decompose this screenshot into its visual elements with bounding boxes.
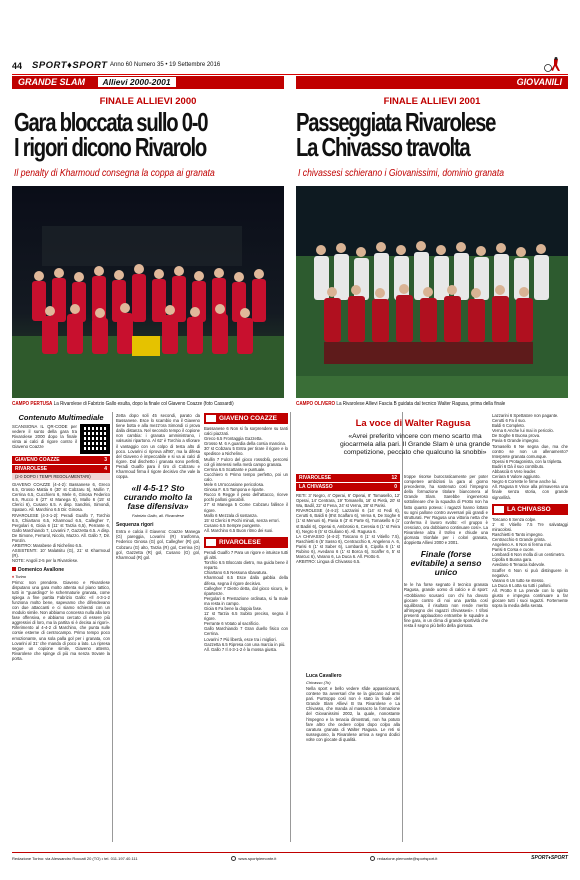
- right-body-cont2: te le ha forse segnato il tecnico granata Ragusa, grande uomo di calcio e di sport: «Dobbiamo scusarci con chi ha dovuto giocare contro di noi una partita così squilibrata, il risultato non rende merito all'impegno dei ragazzi chivassesi». I tifosi presenti applaudono entrambe le squadre a fine gara, in un clima di grande sportività che resta il segno più bello della giornata.: [404, 582, 488, 629]
- left-info-column: [12, 413, 110, 848]
- author-name: Domenico Avallone: [18, 566, 65, 573]
- team-photo-right: [296, 186, 568, 398]
- right-subhead: I chivassesi schierano i Giovanissimi, dominio granata: [298, 168, 505, 179]
- caption-tag-right: CAMPO OLIVERO: [296, 401, 336, 407]
- article-place: [12, 574, 110, 579]
- column-rule: [402, 412, 403, 842]
- website-text: www.sportpiemonte.it: [238, 856, 277, 861]
- ratings-text-a: Bassanese 6 Non si fa sorprendere su tanti calci piazzati. Greco 6.5 Frontaggia Gazzetta. Grosso M. 6 A guardia della corsia mancina. 30' st Cobzaru 5 Entra per tirare il rigore e lo spedisce a Nichelino. Mullin 7 Fulcro del gioco rossoblù, percorsi col gli interessi nella metà campo granata. Cerrina 6.5 Scattante e puntuale. Cucchiero 6 Primo tempo perfetto, poi un calo. Mele 6 Un'occasione pericolosa. Ginosa F. 6.5 Tampona e riparte. Rucco 6 Regge il peso dell'attacco, riceve pochi palloni giocabili. 27' st Manega 5 Come Cobzaru fallisce il rigore. Mallo 6 Mezzala di sostanza. 15' st Clerici 6 Pochi minuti, senza errori. Cusano 6.5 Sempre pungente. All. Marchino 6.5 Buon ritmo dei suoi.: [204, 426, 288, 533]
- right-author: Luca Cavallero: [306, 673, 342, 679]
- team-celebration-image: [12, 186, 284, 398]
- right-tabellino: RETI: 3' Negro, 4' Operai, 6' Operai, 8' Tomasello, 12' Operai, 14' Centrara, 19' Tomasello, 16' st Pietà, 20' st Wa, Badil, 22' st Fena, 24' st Verna, 28' st Parisi. RIVAROLESE (4-4-2): Lazzarini 6 (14' st Fedi 6), Cerutti 6, Baldi 6 (8'st Scalfaro 6), Verna 6, De Soghe 6 (1' st Menuni 6), Pavia 6 (3' st Parte 6), Tomasello 6 (1' st Badiri 6), Operai 6, Ambrosio 6, Ceresia 6 (1' st Feira 6), Negro 6 (5' st Giuliano 6). All. Ragusa 6. LA CHIVASSO (4-4-2): Toscano 6 (1' st Vitiello 7.5), Raschietti 6 (5' Sasso 6), Centracchio 6, Angeleno A. 6, Parisi 6 (1' st Saber 6), Lombardi 6, Cipolla 6 (1' st Rubino 6), Avedano 6 (1' st Borca 6), Scaffer 6, 5' st Marcuc 6), Varano 6, La Duca 6. All. Protto 6. ARBITRO: Lingua di Chivasso 6.5.: [296, 493, 400, 565]
- ratings-text-b: Peradi Gualfo 7 Para un rigore e intuisce tutti gli altri. Torchio 6.5 Bloccato dietro, ma guida bene il reparto. Chiartano 6.5 Nessuna sbavatura. Kharmoud 6.5 Esce dalla gabbia della difesa, segna il rigore decisivo. Callegher 7 Dietro detta, dal gioco sicuro, le ripartenze. Pergolari 6 Prestazione ordinata, si fa male ma resta in campo. Gioia 6 Fa bene la doppia fase. 11' st Tarzia 6.5 Subito preciso, segna il rigore. Perrante 6 Votato al sacrificio. Gallo Marchiando 7 Gran duello fisico con Cerrina. Lovarini 7 Più libertà, esce tra i migliori. Gazzetta 6.5 Ripresa con una marcia in più. All. Gallo 7 Il 4-3-1-2 è la mossa giusta.: [204, 549, 288, 652]
- right-ratings-column: [492, 413, 568, 848]
- article-body: Primo: non prendete. Giaveno e Rivarolese disputano una gara molto attenta sul piano tattico, tutti in "guardingo" le schermaturie granata, come spiega a fine partita Fabrizio Gallo: «Il 4-3-1-2 funziona molto bene, sapevamo che difendevano con due attaccanti e ci siamo schierati con un modulo simile. Non abbiamo concesso nulla alla loro fase offensiva, e abbiamo cercato di essere più aggressivi di loro, ma la partita si è decisa ai rigori». Riferimento al 4-4-2 di Marchino, che punta sulle corsie esterne di centrocampo. Primo tempo poco emozionante, una sola palla gol per i granata, con Lovarini al 31' che manda di poco a lato. La ripresa segue un copione simile, Giaveno attento, Rivarolese che spinge di più ma senza trovare la porta.: [12, 579, 110, 661]
- score-team-right-b: LA CHIVASSO: [299, 484, 333, 490]
- score-row-right-b: [296, 483, 400, 491]
- right-kicker: FINALE ALLIEVI 2001: [383, 96, 481, 107]
- left-headline-line1: Gara bloccata sullo 0-0: [14, 107, 208, 137]
- multimedia-box-text: SCANSIONA IL QR-CODE per vedere il sunto della gara tra Rivarolese 2000 dopo la finale vinta ai calci di rigore contro il Giaveno Coazze: [12, 424, 77, 450]
- right-pull-quote: Finale (forse evitabile) a senso unico: [410, 549, 482, 578]
- score-value-b: 4: [104, 466, 107, 472]
- right-byline-column: [306, 670, 400, 848]
- issue-info: Anno 60 Numero 35 • 19 Settembre 2016: [110, 62, 221, 68]
- section-bar-left: [12, 76, 284, 89]
- logo-square-icon: [206, 415, 216, 422]
- page-header: [12, 60, 568, 75]
- multimedia-box-title: Contenuto Multimediale: [18, 413, 104, 422]
- email-text: redazione.piemonte@sportsport.it: [377, 856, 438, 861]
- footer-website[interactable]: [231, 853, 276, 864]
- author-bullet-icon: [12, 567, 16, 571]
- footer-address: Redazione Torino: via Alessandro Roccati 20 (TO) • tel. 011.197.40.111: [12, 856, 138, 861]
- ratings-team-b: RIVAROLESE: [219, 538, 261, 546]
- column-rule: [290, 412, 291, 842]
- left-body-column: [116, 413, 200, 848]
- player-kick-icon: [542, 57, 564, 73]
- right-ratings-team-b: LA CHIVASSO: [507, 505, 551, 513]
- score-team-a: GIAVENO COAZZE: [15, 457, 60, 463]
- voice-box-title: La voce di Walter Ragusa: [355, 418, 471, 429]
- section-label: GRANDE SLAM: [18, 77, 85, 87]
- score-note: (2-0 DOPO I TEMPI REGOLAMENTARI): [12, 473, 110, 480]
- left-headline: [14, 107, 208, 162]
- globe-icon: [231, 856, 236, 861]
- right-place: Chivasso (To): [306, 680, 331, 685]
- score-row-b: [12, 465, 110, 473]
- section-label-right: GIOVANILI: [516, 77, 562, 87]
- right-article-body: Nella sport e bello vedere sfide appassionanti, contese tra avversari che se la giocano ad armi pari. Purtroppo così non è stato la finale del Grande Slam Allievi B tra Rivarolese e La Chivasso, che manda al massacro la formazione del Giovanissimi 2002, la quale, nonostante l'impegno e la tenacia dimostrati, non ha potuto fare altro che cedere colpo dopo colpo alla caratura granata di Walter Ragusa. Le reti si susseguono, la Rivarolese arriva a segno dodici volte con giocate di qualità.: [306, 686, 400, 742]
- team-photo-left: [12, 186, 284, 398]
- score-row-right-a: [296, 474, 400, 482]
- left-subhead: Il penalty di Kharmoud consegna la coppa ai granata: [14, 168, 215, 179]
- ratings-header-b: [204, 537, 288, 548]
- left-ratings-column: [204, 413, 288, 848]
- right-body-column: [404, 474, 488, 848]
- caption-text-right: La Rivarolese Allievi Fascia B guidata dal tecnico Walter Ragusa, prima della finale: [336, 401, 506, 407]
- right-photo-caption: [296, 401, 505, 407]
- article-body-cont: Zetta dopo soli 45 secondi, parato da Bassanese. Esce lo scambio ma il Giaveno tiene botta e alla mezz'ora Simondi ci prova dalla distanza. Nel secondo tempo il copione non cambia: i granata amministrano, i valsusini ripartono. Al 62' è Torchio a sfiorare il vantaggio con un colpo di testa alto di poco. Lovarini ci riprova all'80', ma la difesa del Giaveno è impeccabile e si va ai calci di rigore. Dal dischetto i granata sono perfetti, Peradi Gualfo para il tiro di Cobzaru e Kharmoud firma il rigore decisivo che vale la coppa.: [116, 413, 200, 480]
- score-value-a: 3: [104, 457, 107, 463]
- column-rule: [112, 412, 113, 842]
- page-footer: [12, 852, 568, 864]
- ratings-team-a: GIAVENO COAZZE: [219, 415, 278, 422]
- voice-box-quote: «Avrei preferito vincere con meno scarto ma giocarmela alla pari. Il Grande Slam è una grande competizione, peccato che qualcuno la snobbi»: [340, 433, 490, 456]
- right-ratings-text-a: Lazzarini 6 Spettatore non pagante. Cerutti 6 Fa il suo. Baldi 6 Completo. Verna 6 Anche lui mai in pericolo. De Soghe 6 Buona prova. Pavia 6 Grande impegno. Tomasello 6 Ne segna due, ma che contro se non un allenamento? Interprete granata comunque. Operai 6 Protagonista, con la tripletta. Badiri 6 Dà il suo contributo. Abbascià 6 Vero leader. Ceriara 6 Valore aggiunto. Negro 6 Corrette le firme anche lui. All. Ragusa 8 Vince alla primaversa una finale senza storia, con grande signorilità.: [492, 413, 568, 500]
- masthead-logo: SPORT♦SPORT: [32, 60, 108, 71]
- pull-quote: «Il 4-5-1? Sto curando molto la fase difensiva»: [123, 483, 193, 512]
- score-row-a: [12, 456, 110, 464]
- section-sublabel: Allievi 2000-2001: [98, 77, 176, 87]
- article-author: [12, 567, 110, 573]
- right-ratings-header-b: [492, 504, 568, 515]
- left-kicker: FINALE ALLIEVI 2000: [99, 96, 197, 107]
- footer-email[interactable]: [370, 853, 437, 864]
- right-headline-line1: Passeggiata Rivarolese: [296, 107, 496, 137]
- qr-code-icon[interactable]: [80, 424, 110, 454]
- ratings-header-a: [204, 413, 288, 424]
- match-tabellino: GIAVENO COAZZE (4-4-2): Bassanese 6, Greco 6.5, Grosso Mattia 6 (30' st Cobzaru 5), Mullin 7, Cerrina 6.5, Cucchiero 6, Mele 6, Ginosa Federico 6.5, Rucco 6 (27' st Manega 5), Mallo 6 (15' st Clerici 6), Cusano 6.5. A disp. Sandrini, Simondi, Spataro. All. Marchino 6.5 Dir. Ginosa. RIVAROLESE (4-3-1-2): Peradi Gualfo 7, Torchio 6.5, Chiartano 6.5, Kharmoud 6.5, Callegher 7, Pergolari 6, Gioia 6 (11' st Tarzia 6,5), Perrante 6, Gallo Marchiando 7, Lovarini 7, Gazzetta 6.5. A disp. De Simone, Ferrarol, Nicolo, Mazzo. All. Gallo 7, Dir. Ponzin. ARBITRO: Marabese di Nichelino 6.5. ASSISTENTI: 10' Malatsitu (G), 21' st Kharmoud (R). NOTE: Angoli 2-5 per la Rivarolese.: [12, 482, 110, 564]
- mail-icon: [370, 856, 375, 861]
- pull-quote-author: Fabrizio Gallo, all. Rivarolese: [131, 513, 185, 519]
- place-text: Torino: [15, 573, 27, 579]
- score-team-right-a: RIVAROLESE: [299, 475, 332, 481]
- score-team-b: RIVAROLESE: [15, 466, 48, 472]
- left-photo-caption: [12, 401, 234, 407]
- logo-square-icon: [206, 539, 216, 546]
- right-body-cont: troppe risorse burocraticamente per poter competere ambiziosi la gara al giorno precedente, ha sostenuto così l'impegno della formazione titolare bianconera al Grande Slam. Sarebbe ingeneroso sottolineare che la squadra di Protto non ha fatto quanto poteva: i ragazzi hanno lottato su ogni pallone contro avversari più grandi e strutturati. Per Ragusa una vittoria netta che conferma il lavoro svolto: «Il gruppo è cresciuto, ora dobbiamo continuare così». La Rivarolese alza il trofeo e chiude una giornata trionfale per i colori granata, doppietta Allievi 2000 e 2001.: [404, 474, 488, 546]
- score-value-right-b: 0: [394, 484, 397, 490]
- team-lineup-image: [296, 186, 568, 398]
- section-bar-right: [296, 76, 568, 89]
- caption-text: La Rivarolese di Fabrizio Gallo esulta, dopo la finale col Giaveno Coazze (foto Cassardi): [53, 401, 234, 407]
- sequence-text: Entra e calcia il Giaveno: Coazze Manega (G) pareggia, Lovarini (R) trasforma, Federico Ginosa (G) gol, Callegher (R) gol, Cobzaru (G) alto, Tarzia (R) gol, Cerrina (G) gol, Gazzetta (R) gol, Cusano (G) gol, Kharmoud (R) gol.: [116, 529, 200, 560]
- footer-logo: SPORT♦SPORT: [531, 855, 568, 861]
- right-headline-line2: La Chivasso travolta: [296, 132, 470, 162]
- sequence-title: Sequenza rigori: [116, 522, 154, 529]
- right-headline: [296, 107, 496, 162]
- right-ratings-text-b: Toscano 6 Senza colpe. 1' st Vitiello 7.5 Tre salvataggi miracolosi. Raschietti 6 Tanto impegno. Centracchio 6 Grande grinta. Angeleno A. 6 Non si ferma mai. Parisi 6 Corsa e cuore. Lombardi 6 Non molla di un centimetro. Cipolla 6 Buona gara. Avedano 6 Tenacia lodevole. Scaffer 6 Non si può distinguere in negativo. Varano 6 Un tutto se stesso. La Duca 6 Lotta su tutti i palloni. All. Protto 8 La prende con lo spirito giusto e impegna continuare a far giocare tutti i suoi ragazzi. Fortemente sopra la media della serata.: [492, 516, 568, 609]
- page-number: 44: [12, 61, 23, 71]
- pin-icon: ♦: [12, 573, 16, 579]
- logo-square-icon: [494, 506, 504, 513]
- score-value-right-a: 12: [391, 475, 397, 481]
- left-headline-line2: I rigori dicono Rivarolo: [14, 132, 207, 162]
- multimedia-box: [12, 424, 110, 454]
- caption-tag: CAMPO PERTUSA: [12, 401, 53, 407]
